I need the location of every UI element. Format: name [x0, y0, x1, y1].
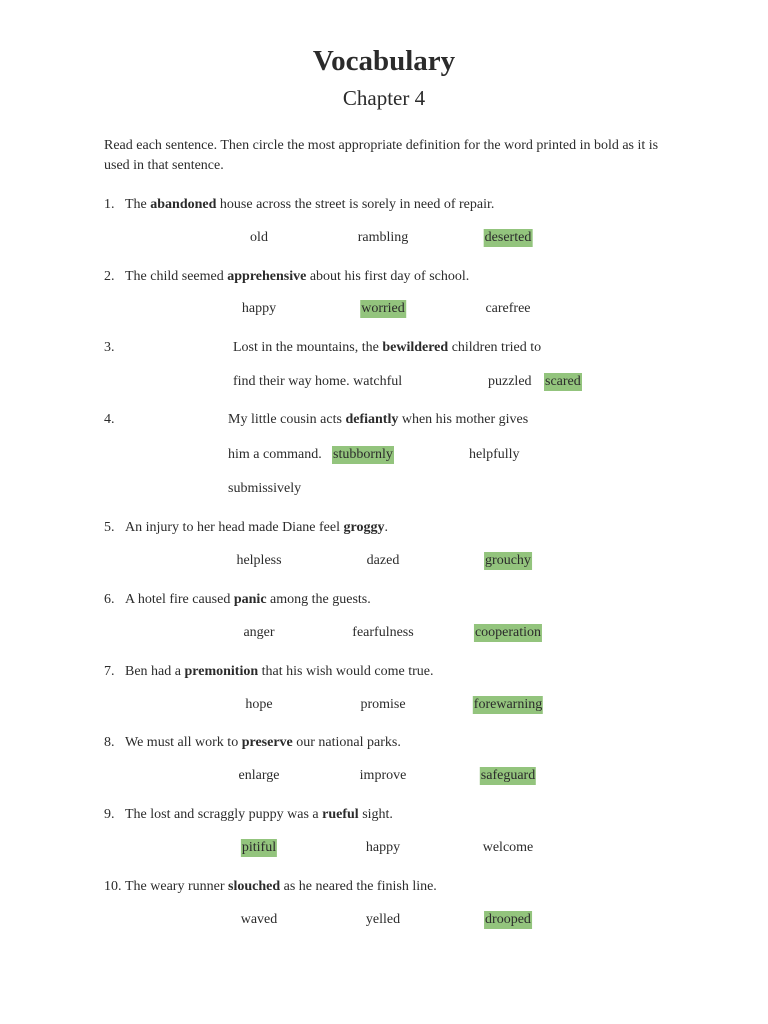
choice-3b[interactable]: puzzled — [488, 374, 532, 389]
question-3-line2: find their way home. watchful — [233, 374, 403, 389]
question-7: 7. Ben had a premonition that his wish would come true. — [104, 664, 434, 679]
choice-5c-selected[interactable]: grouchy — [485, 553, 531, 568]
choice-10b[interactable]: yelled — [365, 912, 401, 927]
vocab-word: defiantly — [345, 412, 399, 427]
choice-8b[interactable]: improve — [359, 768, 407, 783]
choice-1b[interactable]: rambling — [357, 230, 409, 245]
vocab-word: premonition — [184, 664, 259, 679]
choice-8a[interactable]: enlarge — [238, 768, 280, 783]
choice-9b[interactable]: happy — [365, 840, 401, 855]
vocab-word: groggy — [343, 520, 385, 535]
choice-6c-selected[interactable]: cooperation — [474, 625, 542, 640]
vocab-word: bewildered — [382, 340, 449, 355]
choice-7c-selected[interactable]: forewarning — [473, 697, 543, 712]
vocab-word: preserve — [241, 735, 293, 750]
question-4-line2: him a command. — [228, 447, 322, 462]
vocab-word: slouched — [228, 879, 281, 894]
choice-2b-selected[interactable]: worried — [361, 301, 405, 316]
vocab-word: abandoned — [150, 197, 217, 212]
choice-10a[interactable]: waved — [240, 912, 278, 927]
choice-10c-selected[interactable]: drooped — [485, 912, 531, 927]
choice-1a[interactable]: old — [250, 230, 268, 245]
choice-4a-selected[interactable]: stubbornly — [333, 447, 393, 462]
page-subtitle: Chapter 4 — [342, 86, 426, 110]
question-4-number: 4. — [104, 412, 115, 427]
choice-5a[interactable]: helpless — [236, 553, 282, 568]
choice-4b[interactable]: helpfully — [469, 447, 520, 462]
choice-6b[interactable]: fearfulness — [352, 625, 414, 640]
question-10: 10. The weary runner slouched as he neared the finish line. — [104, 879, 437, 894]
choice-5b[interactable]: dazed — [366, 553, 400, 568]
choice-9a-selected[interactable]: pitiful — [241, 840, 277, 855]
choice-9c[interactable]: welcome — [482, 840, 534, 855]
choice-7a[interactable]: hope — [245, 697, 273, 712]
vocab-word: apprehensive — [227, 269, 307, 284]
question-2: 2. The child seemed apprehensive about his first day of school. — [104, 269, 470, 284]
question-9: 9. The lost and scraggly puppy was a rueful sight. — [104, 807, 393, 822]
question-8: 8. We must all work to preserve our national parks. — [104, 735, 401, 750]
instructions: Read each sentence. Then circle the most appropriate definition for the word printed in bold as it is used in that sentence. — [104, 138, 659, 173]
choice-7b[interactable]: promise — [360, 697, 406, 712]
page-title: Vocabulary — [312, 45, 456, 77]
question-6: 6. A hotel fire caused panic among the guests. — [104, 592, 371, 607]
question-5: 5. An injury to her head made Diane feel groggy. — [104, 520, 388, 535]
choice-8c-selected[interactable]: safeguard — [480, 768, 536, 783]
vocab-word: rueful — [322, 807, 359, 822]
choice-1c-selected[interactable]: deserted — [484, 230, 532, 245]
question-3: Lost in the mountains, the bewildered children tried to — [233, 340, 542, 355]
choice-3c-selected[interactable]: scared — [545, 374, 581, 389]
choice-6a[interactable]: anger — [243, 625, 275, 640]
question-3-number: 3. — [104, 340, 115, 355]
choice-4c[interactable]: submissively — [228, 481, 302, 496]
question-4: My little cousin acts defiantly when his mother gives — [228, 412, 529, 427]
choice-2a[interactable]: happy — [241, 301, 277, 316]
choice-2c[interactable]: carefree — [485, 301, 531, 316]
question-1: 1. The abandoned house across the street is sorely in need of repair. — [104, 197, 495, 212]
vocab-word: panic — [233, 592, 267, 607]
